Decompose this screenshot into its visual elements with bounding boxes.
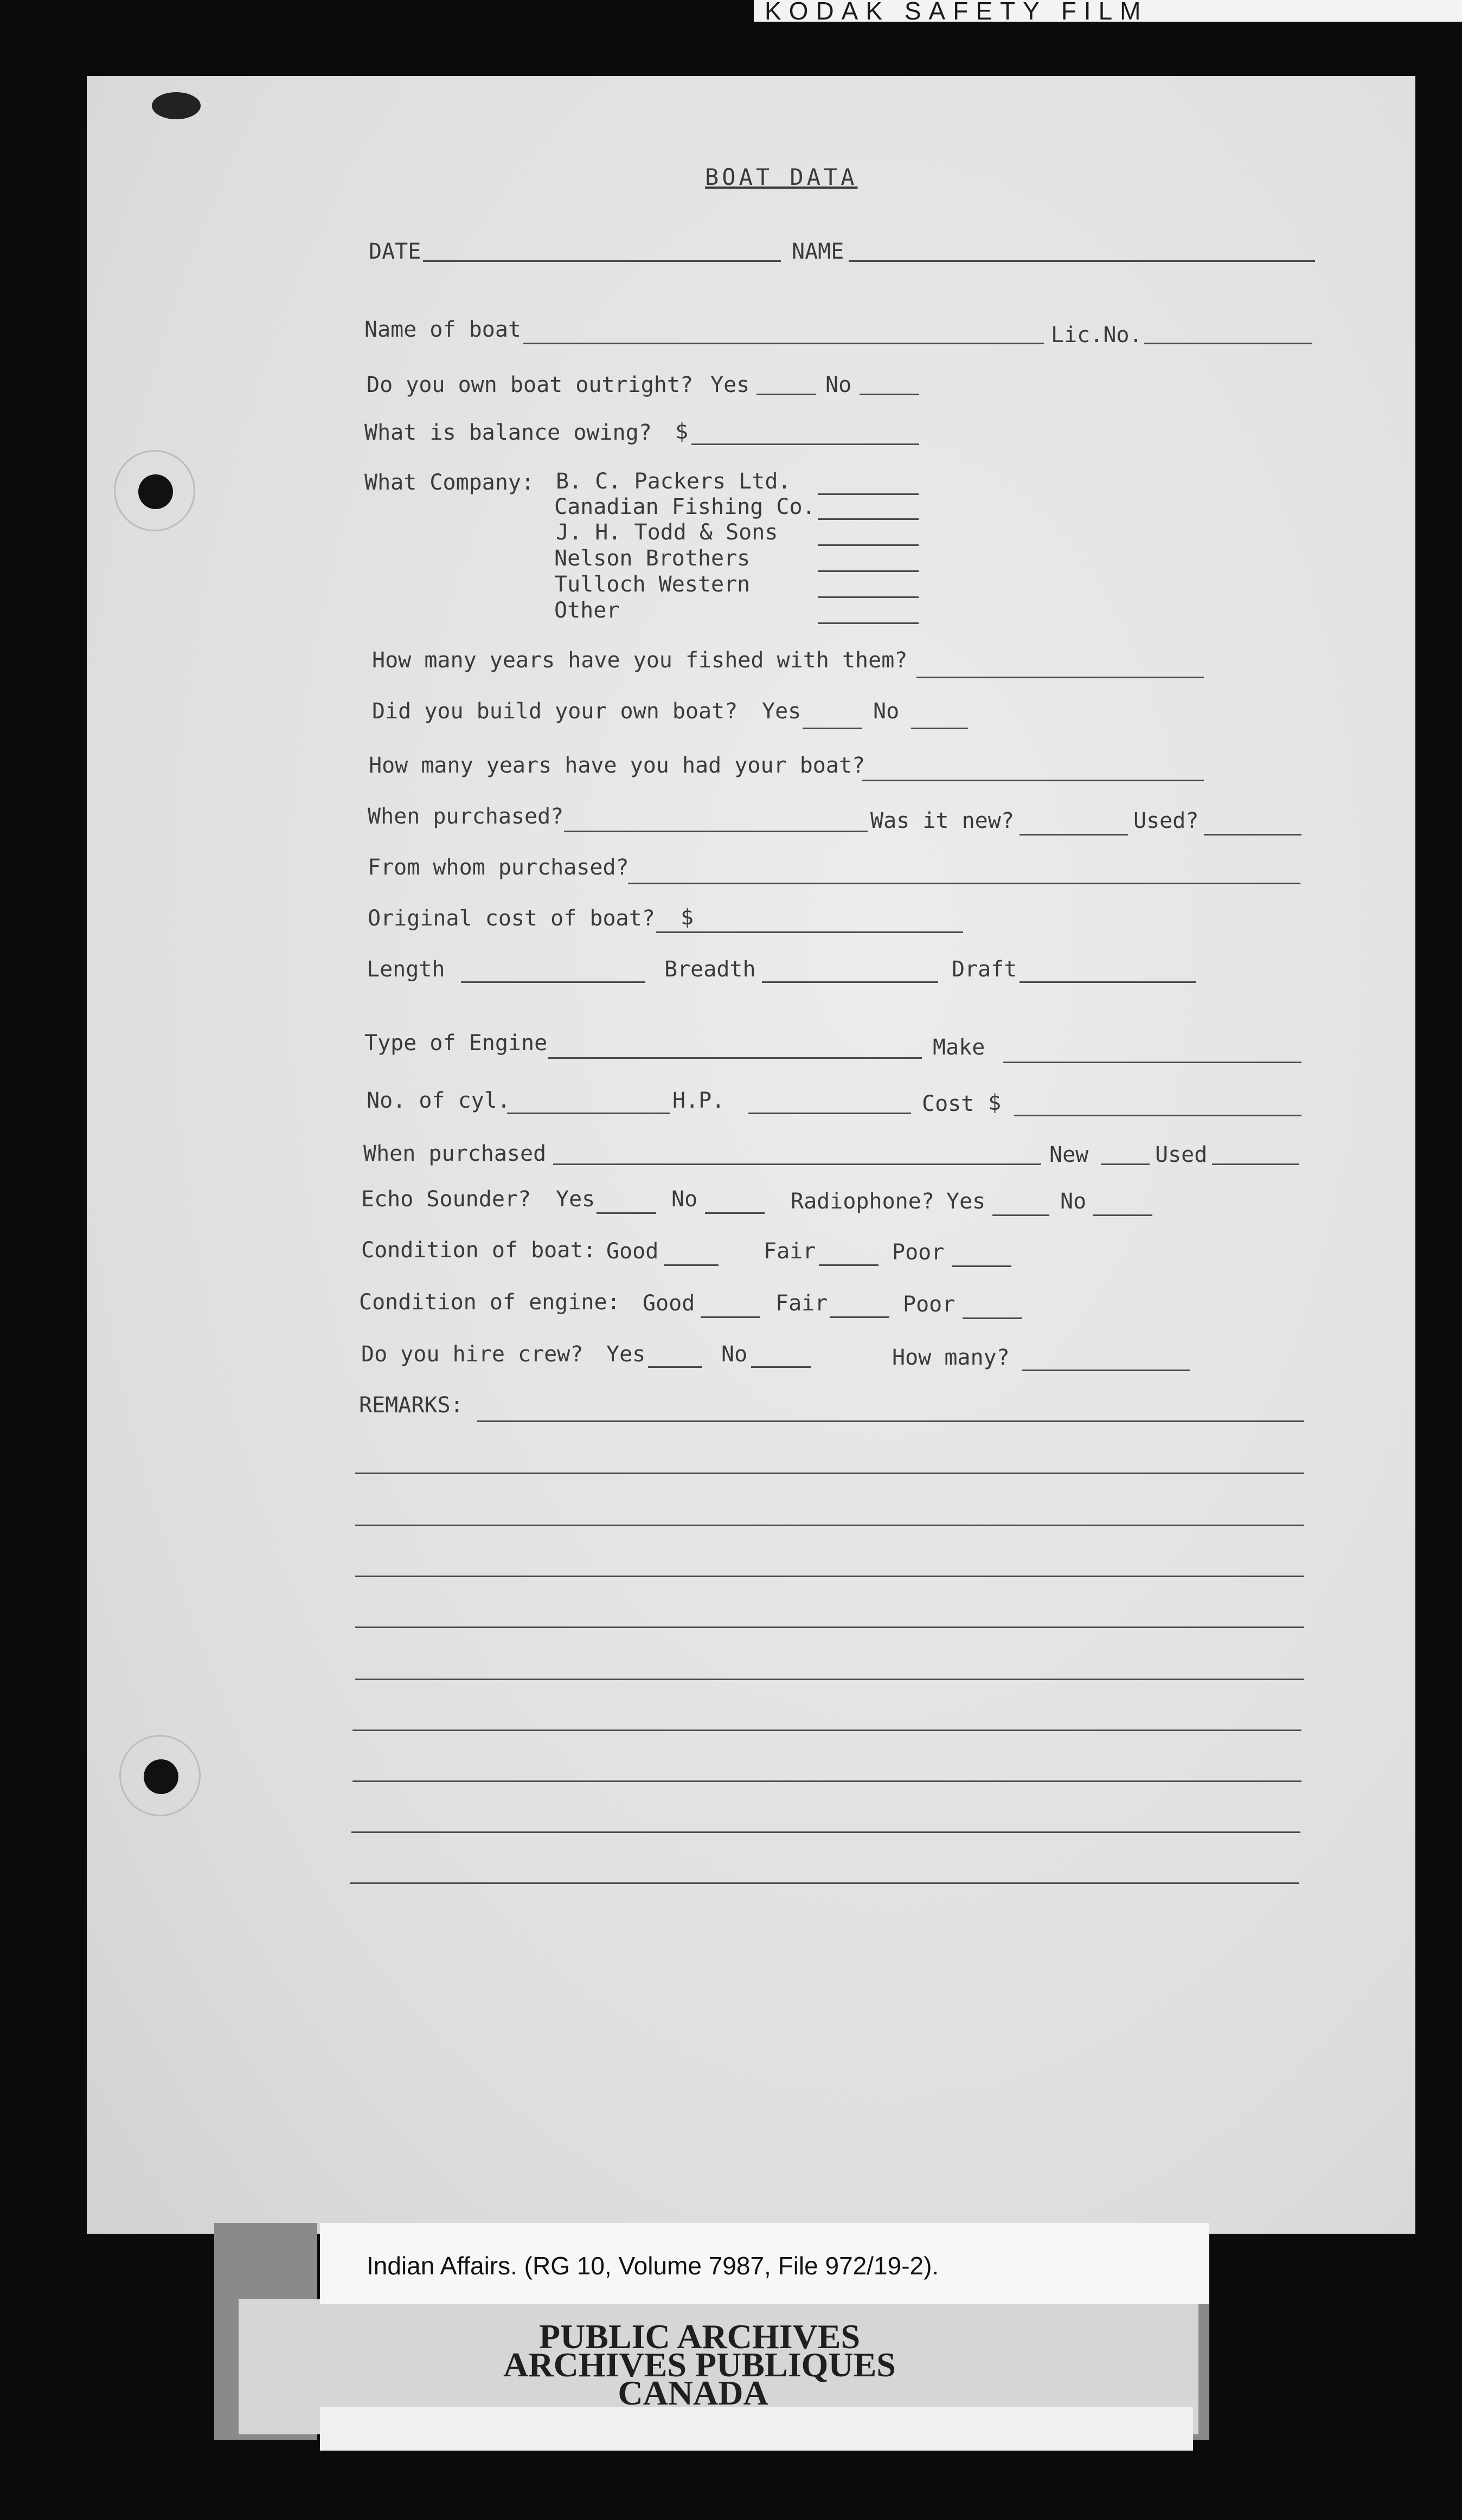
- cyl-field[interactable]: [507, 1113, 670, 1114]
- cond-boat-poor-label: Poor: [892, 1240, 945, 1265]
- stamp-line-2: ARCHIVES PUBLIQUES: [503, 2345, 896, 2384]
- engine-type-label: Type of Engine: [364, 1031, 548, 1056]
- film-edge-text: KODAK SAFETY FILM: [754, 0, 1462, 22]
- boat-name-label: Name of boat: [364, 317, 521, 342]
- from-whom-field[interactable]: [628, 883, 1300, 884]
- remarks-line[interactable]: [355, 1473, 1304, 1474]
- date-label: DATE: [369, 239, 421, 264]
- used-q-field[interactable]: [1204, 834, 1301, 835]
- years-had-field[interactable]: [862, 780, 1204, 781]
- punch-hole-top: [114, 450, 195, 531]
- company-option: B. C. Packers Ltd.: [556, 469, 791, 494]
- build-no-field[interactable]: [911, 728, 968, 729]
- ink-blot: [152, 92, 201, 119]
- balance-dollar: $: [675, 419, 689, 444]
- own-no-label: No: [825, 372, 852, 397]
- stamp-line-3: CANADA: [618, 2374, 768, 2412]
- company-label: What Company:: [364, 470, 535, 495]
- company-field[interactable]: [818, 570, 919, 572]
- punch-hole-bottom: [119, 1735, 201, 1816]
- echo-label: Echo Sounder?: [361, 1187, 531, 1212]
- cond-boat-good-field[interactable]: [664, 1264, 719, 1266]
- echo-yes-field[interactable]: [597, 1212, 656, 1214]
- original-cost-label: Original cost of boat?: [368, 906, 655, 931]
- draft-field[interactable]: [1019, 981, 1196, 983]
- cond-engine-label: Condition of engine:: [359, 1290, 620, 1315]
- own-yes-label: Yes: [710, 372, 750, 397]
- archive-reference-card: [320, 2223, 1209, 2304]
- hire-yes-label: Yes: [606, 1342, 646, 1367]
- own-yes-field[interactable]: [756, 394, 816, 395]
- when-purchased-q-label: When purchased?: [368, 804, 564, 829]
- company-field[interactable]: [818, 493, 919, 495]
- draft-label: Draft: [952, 957, 1017, 982]
- breadth-field[interactable]: [762, 981, 938, 983]
- hire-no-label: No: [721, 1342, 748, 1367]
- from-whom-label: From whom purchased?: [368, 855, 629, 880]
- remarks-line[interactable]: [477, 1420, 1304, 1422]
- length-label: Length: [367, 957, 445, 982]
- company-field[interactable]: [818, 544, 919, 546]
- remarks-line[interactable]: [355, 1576, 1304, 1577]
- date-field[interactable]: [423, 260, 781, 262]
- cyl-label: No. of cyl.: [367, 1088, 510, 1113]
- own-no-field[interactable]: [860, 394, 919, 395]
- used-q-label: Used?: [1133, 808, 1199, 833]
- archive-bottom-strip: [320, 2407, 1193, 2451]
- when-purchased-q-field[interactable]: [564, 831, 868, 832]
- cond-engine-fair-label: Fair: [775, 1291, 828, 1316]
- stamp-line-1: PUBLIC ARCHIVES: [538, 2317, 861, 2356]
- how-many-label: How many?: [892, 1345, 1010, 1370]
- remarks-line[interactable]: [352, 1780, 1301, 1782]
- echo-yes-label: Yes: [556, 1187, 595, 1212]
- company-option: Tulloch Western: [554, 572, 751, 597]
- company-field[interactable]: [818, 596, 919, 598]
- hire-yes-field[interactable]: [648, 1366, 702, 1368]
- cond-boat-label: Condition of boat:: [361, 1238, 597, 1263]
- name-label: NAME: [792, 239, 844, 264]
- cond-boat-good-label: Good: [606, 1239, 659, 1264]
- radio-yes-field[interactable]: [992, 1214, 1049, 1216]
- hp-field[interactable]: [748, 1113, 911, 1114]
- echo-no-field[interactable]: [705, 1212, 765, 1214]
- remarks-line[interactable]: [351, 1831, 1300, 1833]
- cost-field[interactable]: [1014, 1115, 1301, 1116]
- cond-engine-fair-field[interactable]: [830, 1316, 889, 1318]
- archive-reference: Indian Affairs. (RG 10, Volume 7987, File 972/19-2).: [367, 2252, 939, 2280]
- make-field[interactable]: [1003, 1062, 1301, 1063]
- engine-purchased-label: When purchased: [363, 1141, 547, 1166]
- company-option: Other: [554, 598, 620, 623]
- company-option: Nelson Brothers: [554, 546, 751, 571]
- remarks-label: REMARKS:: [359, 1393, 464, 1418]
- form-title: BOAT DATA: [705, 164, 858, 190]
- own-boat-label: Do you own boat outright?: [367, 372, 694, 397]
- hire-no-field[interactable]: [751, 1366, 811, 1368]
- engine-purchased-field[interactable]: [553, 1163, 1041, 1165]
- cond-boat-poor-field[interactable]: [952, 1265, 1011, 1267]
- balance-label: What is balance owing?: [364, 420, 652, 445]
- how-many-field[interactable]: [1022, 1370, 1190, 1371]
- build-own-label: Did you build your own boat?: [372, 699, 738, 724]
- company-field[interactable]: [818, 622, 919, 624]
- engine-new-field[interactable]: [1101, 1163, 1150, 1165]
- radio-no-label: No: [1060, 1189, 1087, 1214]
- hp-label: H.P.: [672, 1088, 725, 1113]
- was-new-field[interactable]: [1019, 834, 1128, 835]
- form-page: [87, 76, 1415, 2234]
- remarks-line[interactable]: [355, 1525, 1304, 1526]
- years-fished-label: How many years have you fished with them?: [372, 648, 908, 673]
- make-label: Make: [933, 1035, 985, 1060]
- length-field[interactable]: [461, 981, 645, 983]
- company-field[interactable]: [818, 518, 919, 520]
- lic-no-field[interactable]: [1144, 343, 1312, 344]
- radio-no-field[interactable]: [1093, 1214, 1152, 1216]
- boat-name-field[interactable]: [523, 343, 1044, 344]
- company-option: Canadian Fishing Co.: [554, 494, 816, 519]
- company-option: J. H. Todd & Sons: [556, 520, 778, 545]
- build-no-label: No: [873, 699, 900, 724]
- balance-field[interactable]: [691, 443, 919, 445]
- engine-used-field[interactable]: [1212, 1163, 1299, 1165]
- remarks-line[interactable]: [355, 1627, 1304, 1628]
- cond-engine-poor-field[interactable]: [963, 1317, 1022, 1319]
- cond-engine-poor-label: Poor: [903, 1292, 956, 1317]
- remarks-line[interactable]: [352, 1730, 1301, 1731]
- cond-boat-fair-field[interactable]: [819, 1264, 879, 1266]
- build-yes-label: Yes: [762, 699, 801, 724]
- engine-type-field[interactable]: [548, 1057, 922, 1059]
- engine-used-label: Used: [1155, 1142, 1208, 1167]
- years-had-label: How many years have you had your boat?: [369, 753, 865, 778]
- remarks-line[interactable]: [355, 1679, 1304, 1680]
- radio-yes-label: Yes: [946, 1189, 986, 1214]
- engine-new-label: New: [1049, 1142, 1089, 1167]
- breadth-label: Breadth: [664, 957, 756, 982]
- cost-dollar: $: [988, 1090, 1002, 1115]
- was-new-label: Was it new?: [870, 808, 1014, 833]
- cond-engine-good-label: Good: [643, 1291, 695, 1316]
- radio-label: Radiophone?: [791, 1189, 934, 1214]
- name-field[interactable]: [849, 260, 1315, 262]
- echo-no-label: No: [671, 1187, 698, 1212]
- build-yes-field[interactable]: [803, 728, 862, 729]
- hire-crew-label: Do you hire crew?: [361, 1342, 583, 1367]
- original-cost-dollar: $: [681, 905, 694, 930]
- cond-boat-fair-label: Fair: [764, 1239, 816, 1264]
- cond-engine-good-field[interactable]: [701, 1316, 760, 1318]
- remarks-line[interactable]: [350, 1882, 1299, 1884]
- lic-no-label: Lic.No.: [1051, 323, 1143, 348]
- cost-label: Cost: [922, 1091, 974, 1116]
- years-fished-field[interactable]: [916, 677, 1204, 678]
- original-cost-field[interactable]: [656, 931, 963, 933]
